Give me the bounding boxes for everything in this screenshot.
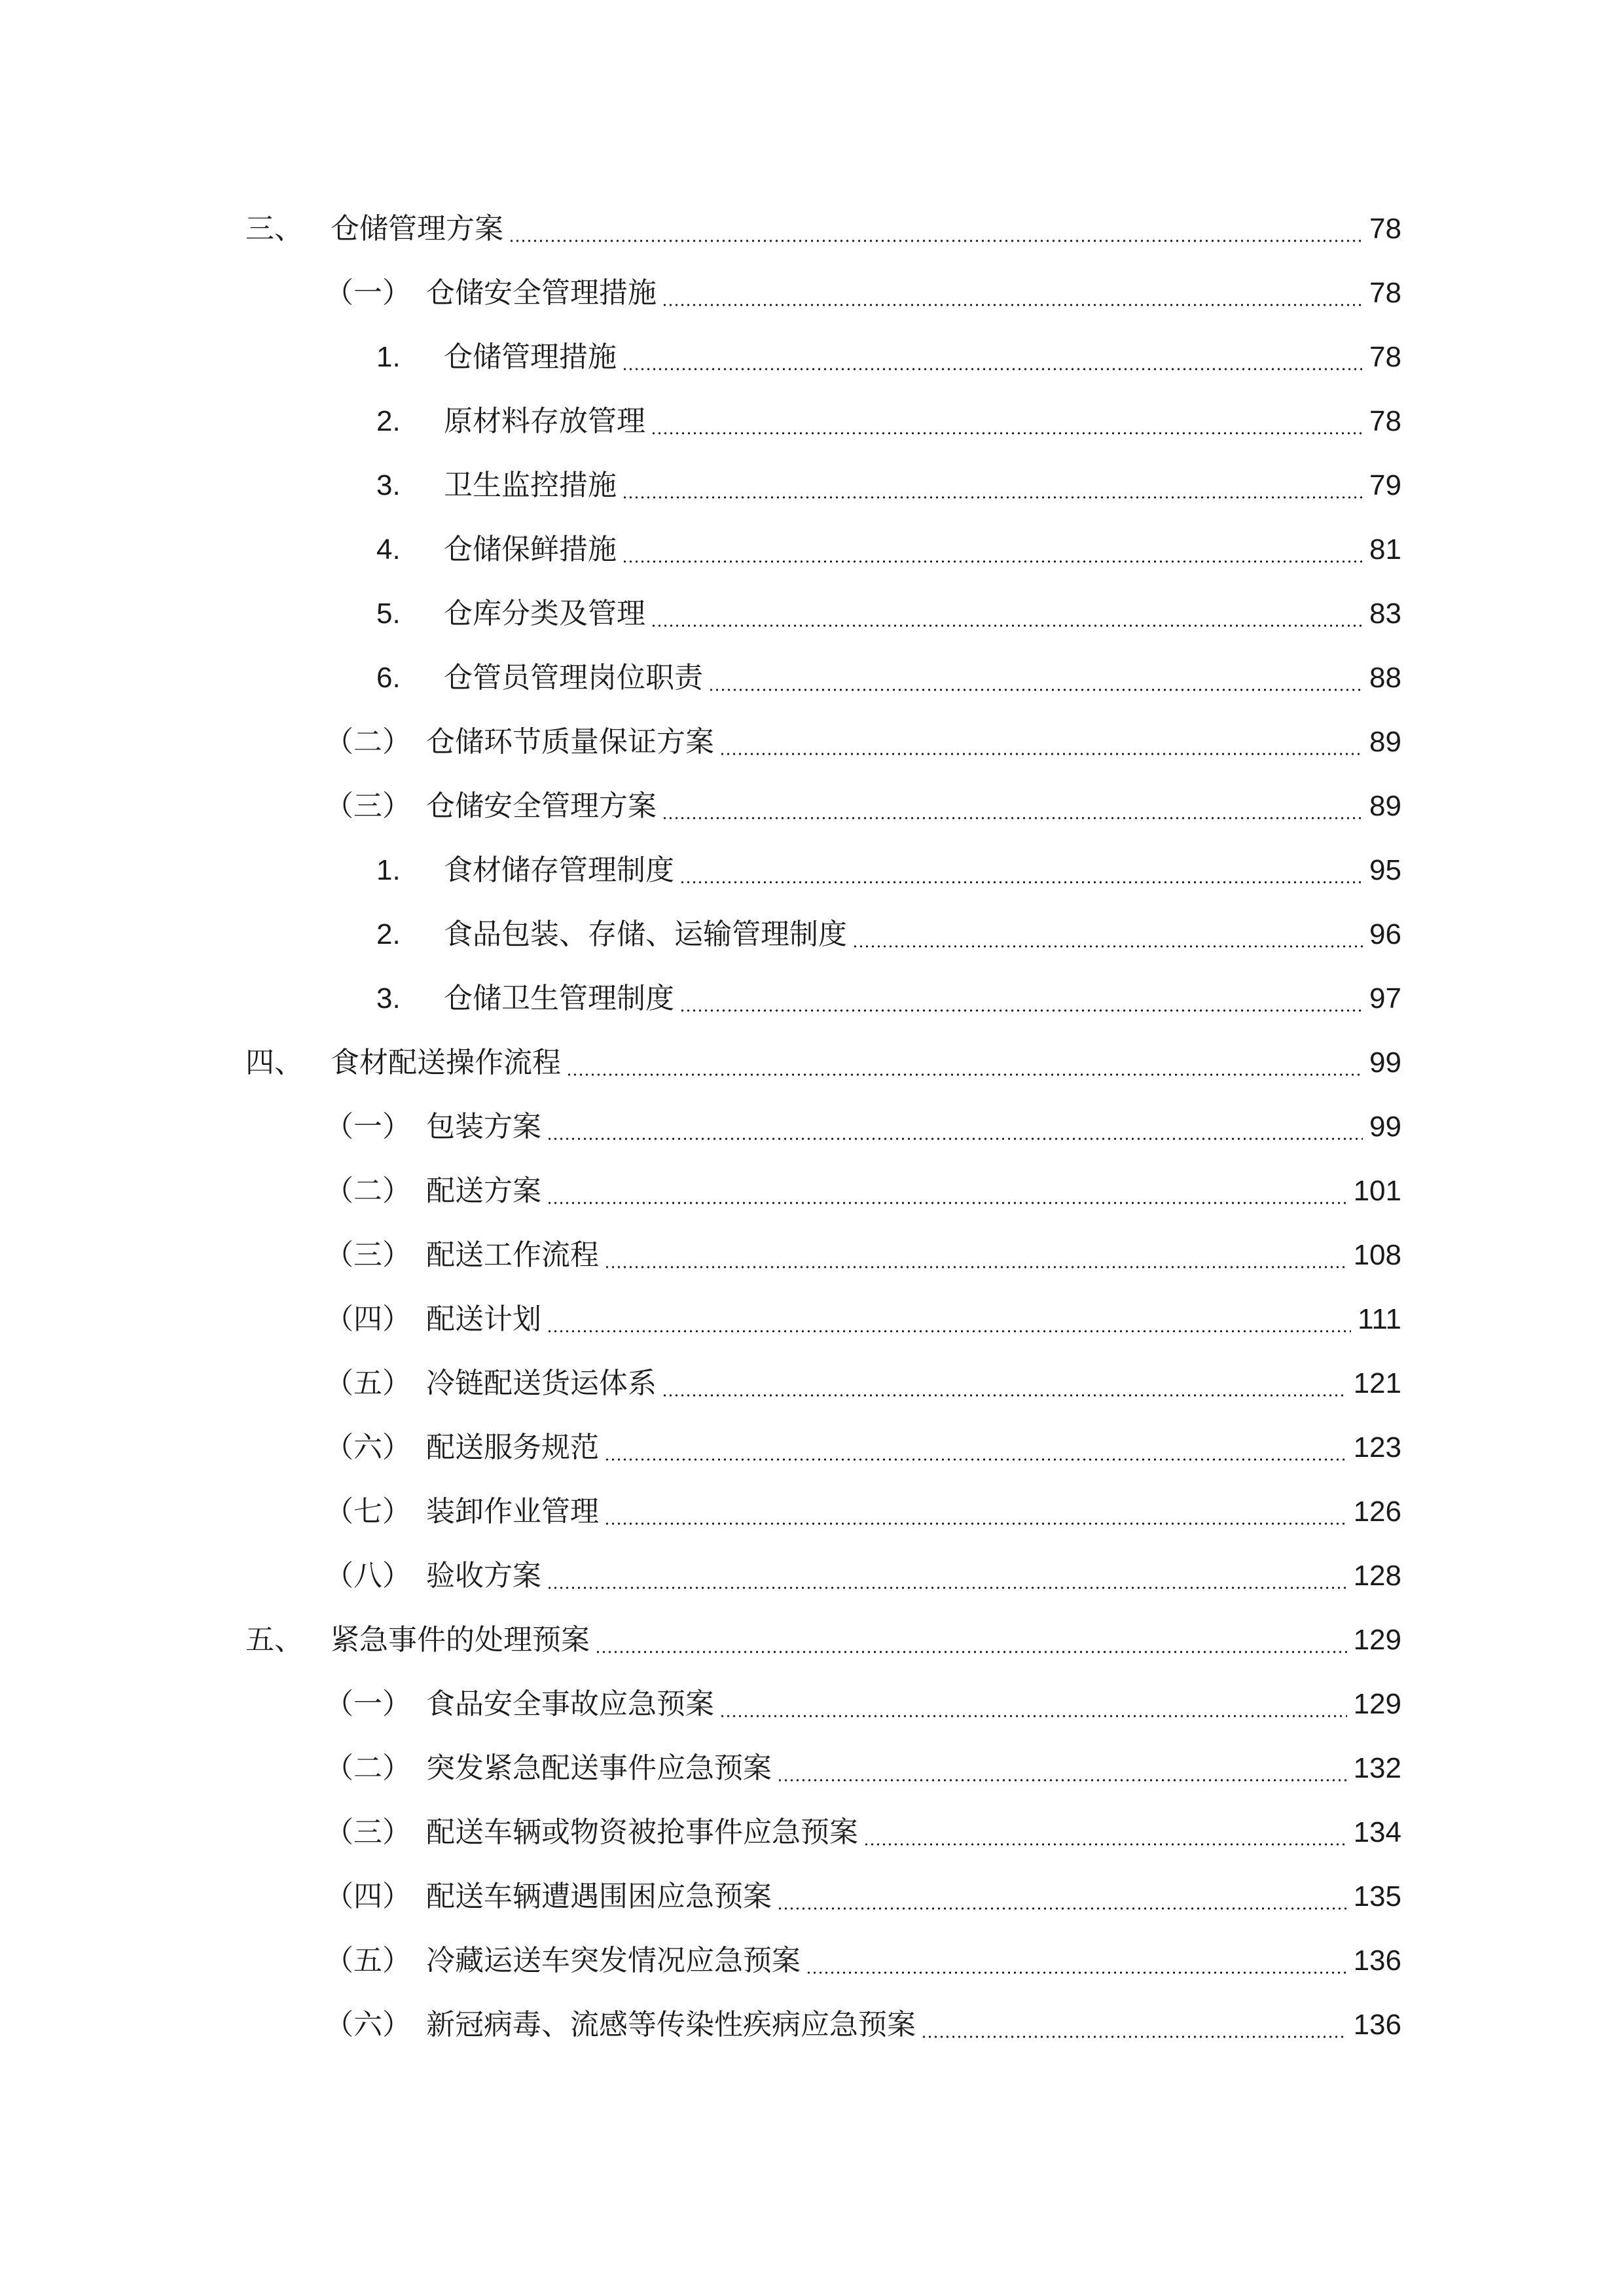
toc-entry-number: 四、 [245,1046,303,1079]
toc-entry[interactable] [0,454,1624,518]
toc-entry-page: 88 [1369,662,1401,694]
dot-leader [622,496,1363,499]
toc-entry[interactable] [0,1801,1624,1865]
toc-entry[interactable] [0,1608,1624,1672]
toc-entry-title: 配送车辆遭遇围困应急预案 [426,1880,772,1913]
toc-entry-page: 95 [1369,854,1401,886]
dot-leader [679,1009,1363,1012]
toc-entry-number: （六） [325,2008,411,2041]
toc-entry-title: 仓储管理措施 [444,340,617,374]
toc-entry-title: 配送方案 [426,1174,541,1208]
toc-entry[interactable] [0,261,1624,325]
toc-entry-number: 1. [376,854,401,886]
dot-leader [566,1073,1363,1076]
dot-leader [547,1587,1347,1589]
toc-entry-title: 新冠病毒、流感等传染性疾病应急预案 [426,2008,916,2041]
toc-entry[interactable] [0,967,1624,1031]
toc-entry-title: 仓储卫生管理制度 [444,982,674,1015]
toc-entry-number: （一） [325,276,411,310]
toc-entry-title: 仓库分类及管理 [444,597,645,630]
toc-entry-number: （二） [325,725,411,759]
toc-entry-number: （四） [325,1880,411,1913]
toc-entry-page: 108 [1353,1239,1401,1271]
dot-leader [921,2036,1347,2038]
toc-entry-number: （二） [325,1751,411,1785]
toc-entry-title: 包装方案 [426,1110,541,1143]
toc-entry-number: （五） [325,1367,411,1400]
toc-entry-page: 135 [1353,1880,1401,1912]
dot-leader [863,1843,1347,1846]
toc-entry-number: 2. [376,918,401,950]
toc-entry-page: 128 [1353,1560,1401,1592]
dot-leader [852,945,1363,948]
toc-entry-title: 食品包装、存储、运输管理制度 [444,918,847,951]
toc-entry[interactable] [0,774,1624,838]
dot-leader [604,1458,1347,1461]
toc-entry-number: （五） [325,1944,411,1977]
toc-entry-page: 89 [1369,726,1401,758]
toc-entry-number: （一） [325,1687,411,1721]
toc-entry[interactable] [0,197,1624,261]
toc-entry-title: 仓储保鲜措施 [444,533,617,566]
toc-entry-title: 食材配送操作流程 [331,1046,561,1079]
toc-entry-page: 101 [1353,1175,1401,1207]
toc-entry-title: 食材储存管理制度 [444,853,674,887]
toc-entry[interactable] [0,710,1624,774]
toc-entry[interactable] [0,1416,1624,1480]
toc-entry-title: 配送车辆或物资被抢事件应急预案 [426,1816,858,1849]
toc-entry[interactable] [0,1865,1624,1929]
toc-entry-number: 5. [376,598,401,630]
toc-entry[interactable] [0,1929,1624,1993]
dot-leader [622,368,1363,370]
toc-entry-number: （三） [325,789,411,823]
dot-leader [509,240,1363,242]
toc-entry-page: 97 [1369,982,1401,1014]
toc-entry-title: 验收方案 [426,1559,541,1592]
toc-entry-title: 食品安全事故应急预案 [426,1687,714,1721]
toc-entry[interactable] [0,1159,1624,1223]
dot-leader [662,817,1363,819]
toc-entry-page: 78 [1369,213,1401,245]
toc-entry-number: 1. [376,341,401,373]
toc-entry-page: 78 [1369,341,1401,373]
toc-entry[interactable] [0,1480,1624,1544]
toc-entry-title: 紧急事件的处理预案 [331,1623,590,1657]
toc-entry-page: 99 [1369,1047,1401,1079]
toc-entry[interactable] [0,1287,1624,1352]
toc-entry-page: 81 [1369,533,1401,565]
toc-entry-title: 冷链配送货运体系 [426,1367,657,1400]
toc-entry[interactable] [0,838,1624,903]
dot-leader [806,1971,1347,1974]
toc-entry[interactable] [0,1736,1624,1801]
toc-entry-page: 129 [1353,1688,1401,1720]
toc-entry-page: 96 [1369,918,1401,950]
toc-entry[interactable] [0,582,1624,646]
toc-entry-page: 83 [1369,598,1401,630]
dot-leader [651,624,1363,627]
toc-entry[interactable] [0,389,1624,454]
dot-leader [719,1715,1347,1717]
toc-entry[interactable] [0,1544,1624,1608]
toc-entry-title: 配送服务规范 [426,1431,599,1464]
toc-entry-number: （三） [325,1816,411,1849]
toc-entry-title: 配送计划 [426,1302,541,1336]
toc-entry-page: 78 [1369,277,1401,309]
dot-leader [547,1330,1351,1333]
toc-entry-number: 4. [376,533,401,565]
toc-entry-title: 卫生监控措施 [444,469,617,502]
toc-entry-page: 136 [1353,1945,1401,1977]
toc-entry[interactable] [0,1672,1624,1736]
toc-entry-number: 五、 [245,1623,303,1657]
toc-entry-page: 99 [1369,1111,1401,1143]
toc-entry-number: （六） [325,1431,411,1464]
toc-entry-title: 配送工作流程 [426,1238,599,1272]
dot-leader [662,1394,1347,1397]
toc-entry-number: （七） [325,1495,411,1528]
dot-leader [622,560,1363,563]
toc-entry-page: 111 [1358,1303,1401,1335]
toc-entry[interactable] [0,903,1624,967]
toc-entry-title: 冷藏运送车突发情况应急预案 [426,1944,801,1977]
toc-entry[interactable] [0,1095,1624,1159]
toc-entry-title: 原材料存放管理 [444,404,645,438]
dot-leader [719,753,1363,755]
toc-entry-page: 132 [1353,1752,1401,1784]
toc-entry[interactable] [0,1031,1624,1095]
toc-entry-page: 129 [1353,1624,1401,1656]
dot-leader [547,1138,1363,1140]
toc-entry[interactable] [0,1993,1624,2057]
toc-entry-page: 79 [1369,469,1401,501]
toc-entry-page: 126 [1353,1496,1401,1528]
dot-leader [651,432,1363,435]
toc-entry[interactable] [0,518,1624,582]
toc-entry-title: 仓储管理方案 [331,212,503,245]
dot-leader [662,304,1363,306]
toc-entry-page: 121 [1353,1367,1401,1399]
toc-entry-number: 3. [376,982,401,1014]
toc-entry-number: 三、 [245,212,303,245]
toc-entry[interactable] [0,325,1624,389]
toc-entry-number: （四） [325,1302,411,1336]
toc-entry-title: 仓管员管理岗位职责 [444,661,703,694]
toc-entry[interactable] [0,1352,1624,1416]
toc-entry[interactable] [0,1223,1624,1287]
toc-entry-title: 仓储安全管理措施 [426,276,657,310]
toc-entry-page: 89 [1369,790,1401,822]
dot-leader [777,1907,1347,1910]
toc-entry-number: （八） [325,1559,411,1592]
toc-entry-title: 装卸作业管理 [426,1495,599,1528]
dot-leader [595,1651,1347,1653]
toc-entry-number: （三） [325,1238,411,1272]
dot-leader [679,881,1363,884]
toc-entry-title: 仓储环节质量保证方案 [426,725,714,759]
dot-leader [708,689,1363,691]
toc-entry[interactable] [0,646,1624,710]
toc-entry-page: 136 [1353,2009,1401,2041]
toc-entry-number: （一） [325,1110,411,1143]
toc-entry-title: 仓储安全管理方案 [426,789,657,823]
dot-leader [604,1266,1347,1268]
toc-entry-number: 6. [376,662,401,694]
toc-entry-number: 3. [376,469,401,501]
toc-entry-number: 2. [376,405,401,437]
dot-leader [547,1202,1347,1204]
toc-entry-number: （二） [325,1174,411,1208]
toc-entry-page: 123 [1353,1431,1401,1463]
dot-leader [604,1522,1347,1525]
toc-entry-page: 78 [1369,405,1401,437]
toc-entry-title: 突发紧急配送事件应急预案 [426,1751,772,1785]
dot-leader [777,1779,1347,1782]
toc-entry-page: 134 [1353,1816,1401,1848]
